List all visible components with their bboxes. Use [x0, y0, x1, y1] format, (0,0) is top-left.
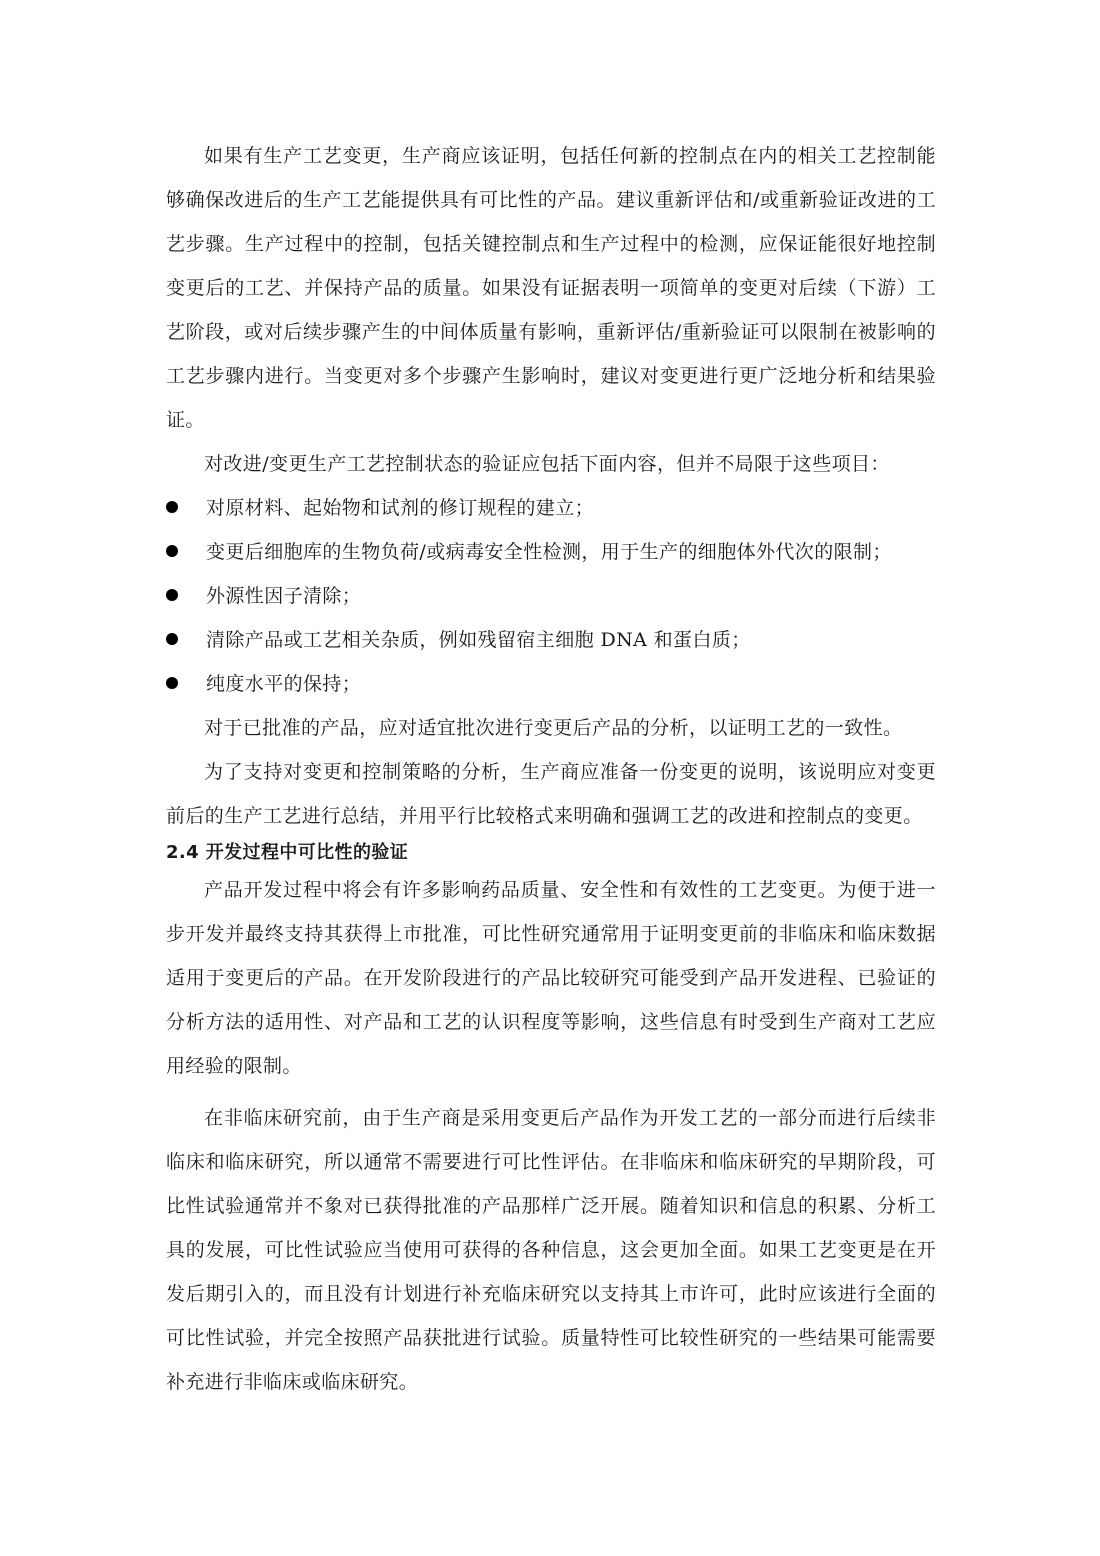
bullet-icon [166, 677, 178, 689]
list-item [166, 618, 936, 662]
paragraph-gap [166, 1088, 936, 1096]
bullet-icon [166, 545, 178, 557]
list-item-text: 对原材料、起始物和试剂的修订规程的建立； [206, 497, 595, 519]
bullet-icon [166, 633, 178, 645]
paragraph-approved-products: 对于已批准的产品，应对适宜批次进行变更后产品的分析，以证明工艺的一致性。 [204, 717, 903, 739]
bullet-icon [166, 501, 178, 513]
list-item-text: 外源性因子清除； [206, 585, 362, 607]
list-item-text: 纯度水平的保持； [206, 673, 362, 695]
section-heading: 2.4 开发过程中可比性的验证 [166, 842, 409, 863]
paragraph-change-description: 为了支持对变更和控制策略的分析，生产商应准备一份变更的说明，该说明应对变更前后的生产工艺进行总结，并用平行比较格式来明确和强调工艺的改进和控制点的变更。 [166, 761, 936, 827]
validation-items-list [166, 486, 936, 706]
paragraph-process-change: 如果有生产工艺变更，生产商应该证明，包括任何新的控制点在内的相关工艺控制能够确保改进后的生产工艺能提供具有可比性的产品。建议重新评估和/或重新验证改进的工艺步骤。生产过程中的控制，包括关键控制点和生产过程中的检测，应保证能很好地控制变更后的工艺、并保持产品的质量。如果没有证据表明一项简单的变更对后续（下游）工艺阶段，或对后续步骤产生的中间体质量有影响，重新评估/重新验证可以限制在被影响的工艺步骤内进行。当变更对多个步骤产生影响时，建议对变更进行更广泛地分析和结果验证。 [166, 145, 936, 431]
document-page [166, 134, 936, 1404]
list-item-text: 变更后细胞库的生物负荷/或病毒安全性检测，用于生产的细胞体外代次的限制； [206, 541, 892, 563]
list-item [166, 574, 936, 618]
list-item [166, 530, 936, 574]
bullet-icon [166, 589, 178, 601]
paragraph-nonclinical-studies: 在非临床研究前，由于生产商是采用变更后产品作为开发工艺的一部分而进行后续非临床和临床研究，所以通常不需要进行可比性评估。在非临床和临床研究的早期阶段，可比性试验通常并不象对已获得批准的产品那样广泛开展。随着知识和信息的积累、分析工具的发展，可比性试验应当使用可获得的各种信息，这会更加全面。如果工艺变更是在开发后期引入的，而且没有计划进行补充临床研究以支持其上市许可，此时应该进行全面的可比性试验，并完全按照产品获批进行试验。质量特性可比较性研究的一些结果可能需要补充进行非临床或临床研究。 [166, 1107, 936, 1393]
paragraph-validation-intro: 对改进/变更生产工艺控制状态的验证应包括下面内容，但并不局限于这些项目： [204, 453, 890, 475]
list-item [166, 662, 936, 706]
list-item-text: 清除产品或工艺相关杂质，例如残留宿主细胞 DNA 和蛋白质； [206, 629, 751, 651]
list-item [166, 486, 936, 530]
paragraph-development-changes: 产品开发过程中将会有许多影响药品质量、安全性和有效性的工艺变更。为便于进一步开发并最终支持其获得上市批准，可比性研究通常用于证明变更前的非临床和临床数据适用于变更后的产品。在开发阶段进行的产品比较研究可能受到产品开发进程、已验证的分析方法的适用性、对产品和工艺的认识程度等影响，这些信息有时受到生产商对工艺应用经验的限制。 [166, 879, 936, 1077]
